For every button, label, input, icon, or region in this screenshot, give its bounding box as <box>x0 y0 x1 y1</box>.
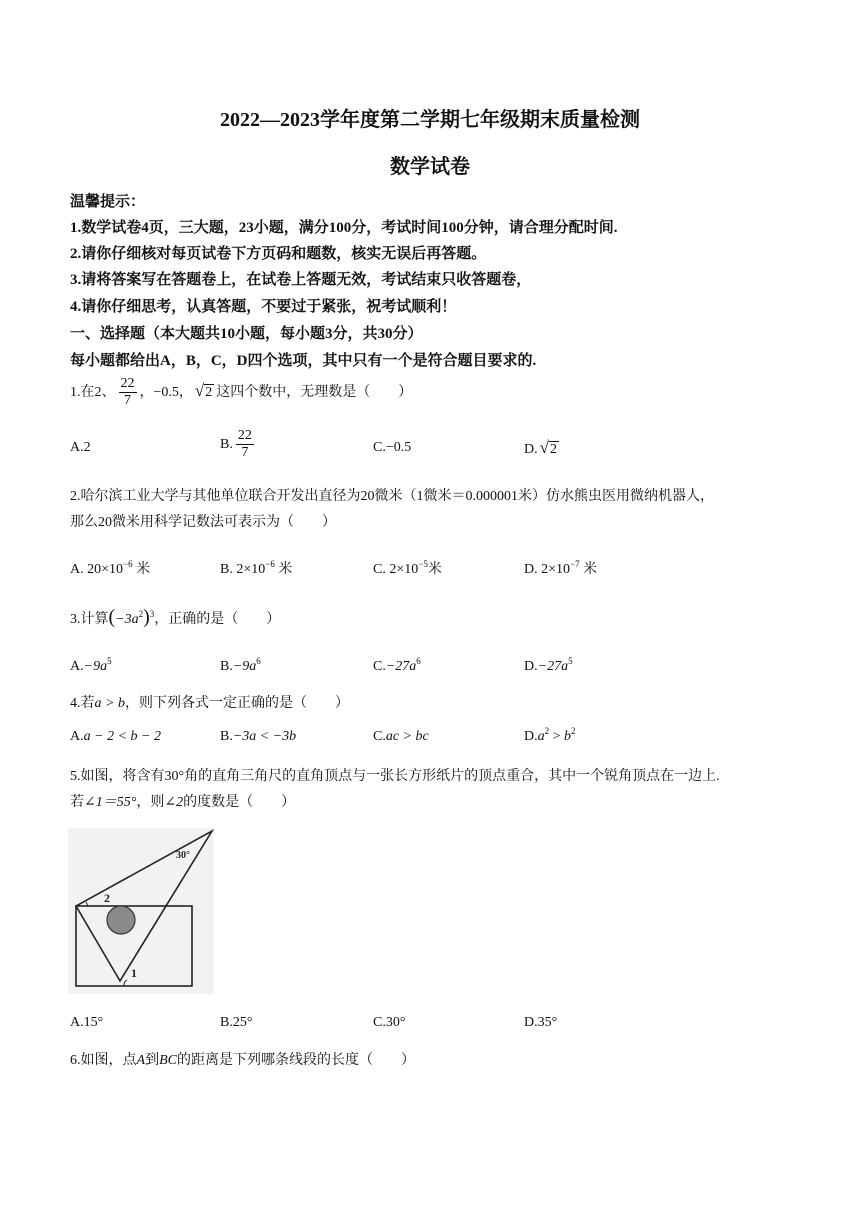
label-angle-1: 1 <box>131 966 137 980</box>
q2-a-exp: −6 <box>123 559 133 569</box>
q4-option-b <box>220 729 296 745</box>
q4-cond: a > b <box>94 696 125 711</box>
question-1 <box>70 376 412 409</box>
q1-d-sqrt: √2 <box>539 438 557 457</box>
q2-c-base: 2×10 <box>389 562 419 577</box>
q4-d-b-exp: 2 <box>571 726 576 736</box>
section-heading: 一、选择题（本大题共10小题，每小题3分，共30分） <box>70 326 423 342</box>
q6-prefix: 6.如图，点 <box>70 1053 137 1068</box>
q1-d-label: D. <box>524 442 538 457</box>
q2-d-label: D. <box>524 562 538 577</box>
q2-b-unit: 米 <box>278 562 293 577</box>
q1-b-label: B. <box>220 436 233 452</box>
q1-prefix: 1.在2、 <box>70 384 116 400</box>
section-instruction: 每小题都给出A，B，C，D四个选项，其中只有一个是符合题目要求的. <box>70 353 537 369</box>
q4-c-label: C. <box>373 729 386 744</box>
q2-line-1: 2.哈尔滨工业大学与其他单位联合开发出直径为20微米（1微米＝0.000001米）仿水熊虫医用微纳机器人， <box>70 489 714 504</box>
q5-line-1: 5.如图，将含有30°角的直角三角尺的直角顶点与一张长方形纸片的顶点重合，其中一个锐角顶点在一边上. <box>70 769 720 784</box>
tips-heading: 温馨提示： <box>70 194 146 210</box>
q1-mid: ，−0.5， <box>139 384 193 400</box>
q1-option-c: C.−0.5 <box>373 440 412 455</box>
q1-b-den: 7 <box>241 445 249 461</box>
q2-option-d <box>524 558 597 578</box>
q5-option-a: A.15° <box>70 1015 104 1030</box>
q3-outer-exp: 3 <box>149 609 155 619</box>
q1-d-sqrt-arg: 2 <box>549 442 557 457</box>
q2-option-c <box>373 558 442 578</box>
q2-d-base: 2×10 <box>541 562 571 577</box>
label-angle-2: 2 <box>104 891 110 905</box>
q4-prefix: 4.若 <box>70 696 95 711</box>
q3-suffix: ，正确的是（ ） <box>154 612 281 627</box>
question-4 <box>70 692 349 712</box>
q1-sqrt: √2 <box>194 380 213 400</box>
tip-item-2: 2.请你仔细核对每页试卷下方页码和题数，核实无误后再答题。 <box>70 246 487 262</box>
ruler-hole <box>107 906 135 934</box>
q2-b-label: B. <box>220 562 233 577</box>
q2-line-2: 那么20微米用科学记数法可表示为（ ） <box>70 515 336 530</box>
q4-option-c <box>373 729 429 745</box>
q2-b-exp: −6 <box>265 559 275 569</box>
q1-option-d <box>524 438 561 458</box>
q3-b-exp: 6 <box>256 656 261 666</box>
q1-option-b <box>220 428 257 461</box>
q2-a-base: 20×10 <box>87 562 124 577</box>
q2-a-unit: 米 <box>136 562 151 577</box>
q6-suffix: 的距离是下列哪条线段的长度（ ） <box>176 1053 415 1068</box>
page-title: 2022—2023学年度第二学期七年级期末质量检测 <box>220 109 640 131</box>
q4-d-a: a <box>537 729 545 744</box>
q2-d-unit: 米 <box>583 562 598 577</box>
q2-b-base: 2×10 <box>236 562 266 577</box>
q1-fraction <box>119 376 137 409</box>
q3-a-exp: 5 <box>107 656 112 666</box>
q4-option-d <box>524 726 576 745</box>
q3-inner-exp: 2 <box>138 609 144 619</box>
tip-item-1: 1.数学试卷4页，三大题，23小题，满分100分，考试时间100分钟，请合理分配时间. <box>70 220 618 236</box>
q4-d-label: D. <box>524 729 538 744</box>
q4-b-expr: −3a < −3b <box>232 729 297 744</box>
q5-option-d: D.35° <box>524 1015 558 1030</box>
q3-b-base: −9a <box>232 659 257 674</box>
q2-option-a <box>70 558 150 578</box>
q2-c-label: C. <box>373 562 386 577</box>
q3-a-base: −9a <box>83 659 108 674</box>
tip-item-4: 4.请你仔细思考，认真答题，不要过于紧张，祝考试顺利！ <box>70 299 457 315</box>
q1-frac-num: 22 <box>119 376 137 393</box>
q5-figure <box>68 828 214 994</box>
q2-d-exp: −7 <box>570 559 580 569</box>
q6-mid: 到 <box>145 1053 160 1068</box>
q4-option-a <box>70 729 161 745</box>
q3-option-a <box>70 656 112 675</box>
q3-a-label: A. <box>70 659 84 674</box>
q3-d-label: D. <box>524 659 538 674</box>
q3-c-label: C. <box>373 659 386 674</box>
q4-suffix: ，则下列各式一定正确的是（ ） <box>124 696 349 711</box>
q3-d-exp: 5 <box>568 656 573 666</box>
q3-inner: −3a <box>115 612 139 627</box>
q4-a-label: A. <box>70 729 84 744</box>
q2-c-unit: 米 <box>427 562 442 577</box>
q3-prefix: 3.计算 <box>70 612 109 627</box>
label-30-degree: 30° <box>176 850 190 861</box>
q1-sqrt-arg: 2 <box>205 384 213 400</box>
tip-item-3: 3.请将答案写在答题卷上，在试卷上答题无效，考试结束只收答题卷， <box>70 272 532 288</box>
q1-frac-den: 7 <box>124 393 131 409</box>
q2-a-label: A. <box>70 562 84 577</box>
q6-line: BC <box>159 1053 177 1068</box>
q5-line2-angle: ∠2 <box>164 795 184 810</box>
q4-d-gt: > <box>549 729 565 744</box>
q1-b-fraction <box>236 428 254 461</box>
q4-d-b: b <box>564 729 572 744</box>
q2-c-exp: −5 <box>418 559 428 569</box>
q1-suffix: 这四个数中，无理数是（ ） <box>216 384 413 400</box>
q6-point: A <box>136 1053 146 1068</box>
q3-d-base: −27a <box>537 659 569 674</box>
q3-option-c <box>373 656 421 675</box>
q4-b-label: B. <box>220 729 233 744</box>
question-6 <box>70 1049 415 1069</box>
q1-b-num: 22 <box>236 428 254 445</box>
question-3: 3.计算$(-3a^2)^3$，正确的是（ ） <box>70 606 281 628</box>
q3-c-exp: 6 <box>416 656 421 666</box>
q3-c-base: −27a <box>385 659 417 674</box>
q5-line2-prefix: 若 <box>70 795 84 810</box>
q4-a-expr: a − 2 < b − 2 <box>83 729 161 744</box>
q4-d-a-exp: 2 <box>544 726 550 736</box>
q4-c-expr: ac > bc <box>385 729 429 744</box>
q5-option-c: C.30° <box>373 1015 406 1030</box>
q2-option-b <box>220 558 292 578</box>
page-subtitle: 数学试卷 <box>390 156 470 178</box>
q3-b-label: B. <box>220 659 233 674</box>
q3-option-d <box>524 656 573 675</box>
q5-line-2 <box>70 791 295 811</box>
q5-line2-suffix: 的度数是（ ） <box>183 795 296 810</box>
q3-option-b <box>220 656 261 675</box>
q5-option-b: B.25° <box>220 1015 253 1030</box>
q1-option-a: A.2 <box>70 440 91 455</box>
q5-line2-mid: ，则 <box>136 795 165 810</box>
q5-line2-cond: ∠1＝55° <box>84 795 137 810</box>
